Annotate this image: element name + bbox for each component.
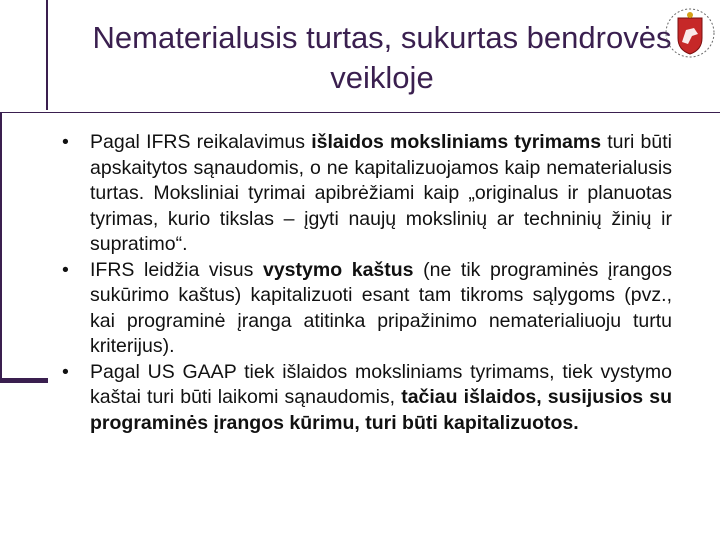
- bullet-list: [62, 130, 672, 436]
- bullet-item: [62, 130, 672, 258]
- text-segment: Pagal US GAAP tiek išlaidos moksliniams tyrimams, tiek vystymo kaštai turi būti laikomi sąnaudomis,: [90, 360, 672, 408]
- content-left-rule: [0, 112, 2, 382]
- bold-text: vystymo kaštus: [262, 258, 414, 281]
- bullet-dot: •: [62, 258, 69, 281]
- page-title: Nematerialusis turtas, sukurtas bendrovės veikloje: [92, 20, 672, 95]
- bold-text: tačiau išlaidos, susijusios su programinės įrangos kūrimu, turi būti kapitalizuotos.: [90, 386, 672, 434]
- text-segment: IFRS leidžia visus: [90, 258, 263, 281]
- text-segment: Pagal IFRS reikalavimus: [90, 131, 312, 153]
- bullet-dot: •: [62, 131, 69, 153]
- bold-text: išlaidos moksliniams tyrimams: [311, 131, 602, 153]
- bullet-item: [62, 360, 672, 437]
- accent-bar: [0, 378, 48, 383]
- bullet-item: [62, 258, 672, 360]
- title-divider: [0, 112, 720, 113]
- text-segment: turi būti apskaitytos sąnaudomis, o ne kapitalizuojamos kaip nematerialusis turtas. Moksliniai tyrimai apibrėžiami kaip „originalus ir planuotas tyrimas, kurio tikslas – įgyti naujų mokslinių ar techninių žinių ir supratimo“.: [90, 131, 672, 255]
- coat-of-arms-icon: [664, 4, 716, 62]
- text-segment: (ne tik programinės įrangos sukūrimo kaštus) kapitalizuoti esant tam tikroms sąlygoms (pvz., kai programinė įranga atitinka pripažinimo nematerialiuoju turtu kriterijus).: [90, 258, 672, 357]
- bullet-dot: •: [62, 360, 69, 383]
